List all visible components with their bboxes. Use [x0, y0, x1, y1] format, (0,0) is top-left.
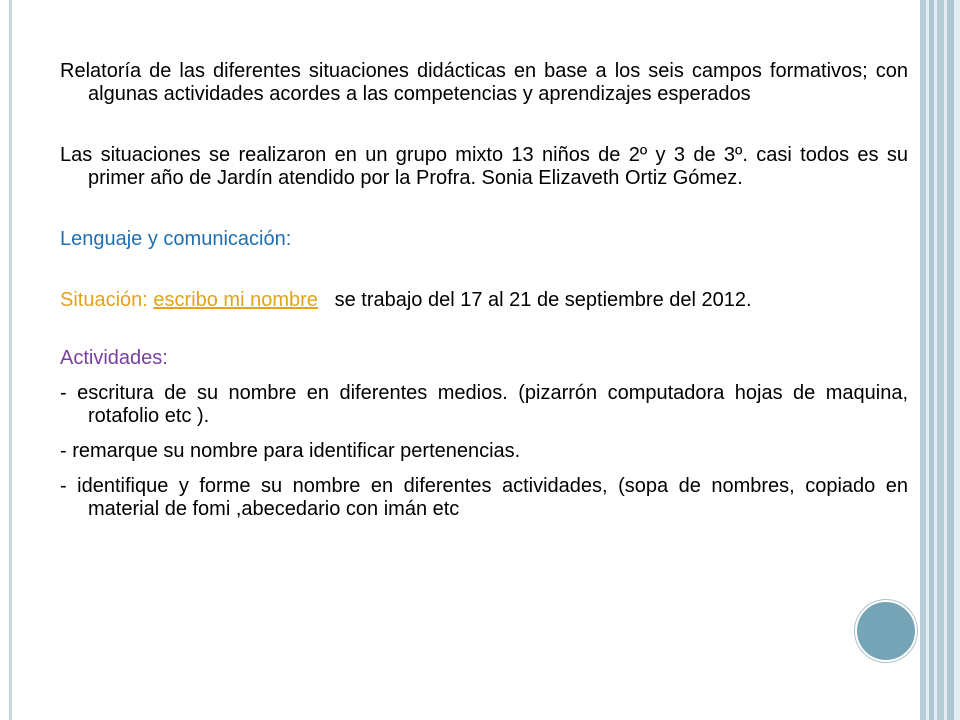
slide-left-border: [9, 0, 12, 720]
context-paragraph: Las situaciones se realizaron en un grupo mixto 13 niños de 2º y 3 de 3º. casi todos es su primer año de Jardín atendido por la Profra. Sonia Elizaveth Ortiz Gómez.: [60, 144, 908, 189]
situation-line: [60, 289, 908, 312]
intro-paragraph: Relatoría de las diferentes situaciones didácticas en base a los seis campos formativos; con algunas actividades acordes a las competencias y aprendizajes esperados: [60, 60, 908, 105]
section-heading: Lenguaje y comunicación:: [60, 228, 292, 250]
situation-name-link[interactable]: escribo mi nombre: [153, 289, 318, 311]
activity-item: - identifique y forme su nombre en diferentes actividades, (sopa de nombres, copiado en material de fomi ,abecedario con imán etc: [60, 475, 908, 520]
slide-right-stripes: [920, 0, 960, 720]
activity-item: - remarque su nombre para identificar pertenencias.: [60, 440, 521, 462]
decorative-circle: [855, 600, 917, 662]
situation-dates: se trabajo del 17 al 21 de septiembre del 2012.: [334, 289, 752, 311]
activities-heading: Actividades:: [60, 347, 168, 369]
slide-content: [60, 60, 908, 521]
situation-label: Situación:: [60, 289, 148, 311]
activity-item: - escritura de su nombre en diferentes medios. (pizarrón computadora hojas de maquina, rotafolio etc ).: [60, 382, 908, 427]
